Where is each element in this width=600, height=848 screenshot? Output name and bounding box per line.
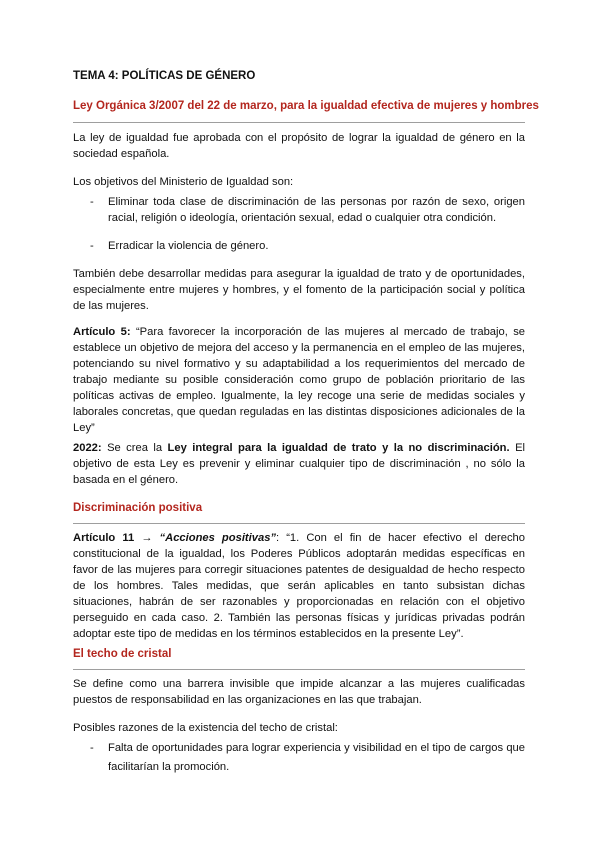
list-item-reason (90, 739, 525, 777)
year-2022-post: El objetivo de esta Ley es prevenir y eliminar cualquier tipo de discriminación , no sólo la basada en el género. (73, 442, 526, 486)
page-title: TEMA 4: POLÍTICAS DE GÉNERO (73, 70, 256, 82)
list-item-objective (90, 238, 525, 254)
paragraph-also: También debe desarrollar medidas para asegurar la igualdad de trato y de oportunidades, especialmente entre mujeres y hombres, y el fomento de la participación social y política de las mujeres. (73, 268, 525, 312)
article-11-label: Artículo 11 → (73, 532, 153, 544)
article-11-text: : “1. Con el fin de hacer efectivo el derecho constitucional de la igualdad, los Poderes Públicos adoptarán medidas específicas en favor de las mujeres para corregir situaciones patentes de desigualdad de hecho respecto de los hombres. Tales medidas, que serán aplicables en tanto subsistan dichas situaciones, habrán de ser razonables y proporcionadas en relación con el objetivo perseguido en cada caso. 2. También las personas físicas y jurídicas privadas podrán adoptar este tipo de medidas en los términos establecidos en la presente Ley”. (73, 532, 525, 640)
section-divider (73, 523, 525, 524)
paragraph-reasons-lead: Posibles razones de la existencia del techo de cristal: (73, 722, 338, 734)
article-5-text: “Para favorecer la incorporación de las mujeres al mercado de trabajo, se establece un objetivo de mejora del acceso y la permanencia en el empleo de las mujeres, potenciando su nivel formativo y su adaptabilidad a los requerimientos del mercado de trabajo mediante su posible consideración como grupo de población prioritario de las políticas activas de empleo. Igualmente, la ley recoge una serie de medidas sociales y laborales concretas, que quedan reguladas en las distintas disposiciones adicionales de la Ley” (73, 326, 526, 434)
section-heading-techo-de-cristal: El techo de cristal (73, 648, 172, 660)
list-item-objective (90, 194, 525, 226)
paragraph-article-11 (73, 530, 525, 642)
section-heading-discriminacion-positiva: Discriminación positiva (73, 502, 203, 514)
paragraph-article-5 (73, 324, 525, 436)
bullet-dash: - (90, 240, 94, 252)
bullet-dash: - (90, 742, 94, 754)
year-2022-label: 2022: (73, 442, 102, 454)
article-5-label: Artículo 5: (73, 326, 131, 338)
section-divider (73, 669, 525, 670)
list-item-text: Erradicar la violencia de género. (108, 240, 269, 252)
paragraph-definition: Se define como una barrera invisible que impide alcanzar a las mujeres cualificadas puestos de responsabilidad en las organizaciones en las que trabajan. (73, 678, 525, 706)
year-2022-law: Ley integral para la igualdad de trato y la no discriminación. (167, 442, 510, 454)
paragraph-2022 (73, 440, 525, 488)
article-11-title: “Acciones positivas” (159, 532, 277, 544)
paragraph-objectives-lead: Los objetivos del Ministerio de Igualdad son: (73, 176, 294, 188)
paragraph-intro: La ley de igualdad fue aprobada con el propósito de lograr la igualdad de género en la sociedad española. (73, 132, 525, 160)
bullet-dash: - (90, 196, 94, 208)
list-item-text: Eliminar toda clase de discriminación de las personas por razón de sexo, origen racial, religión o ideología, orientación sexual, edad o cualquier otra condición. (108, 196, 525, 224)
list-item-text: Falta de oportunidades para lograr experiencia y visibilidad en el tipo de cargos que facilitarían la promoción. (108, 742, 525, 773)
year-2022-pre: Se crea la (107, 442, 163, 454)
section-divider (73, 122, 525, 123)
section-heading-ley-organica: Ley Orgánica 3/2007 del 22 de marzo, para la igualdad efectiva de mujeres y hombres (73, 100, 539, 112)
